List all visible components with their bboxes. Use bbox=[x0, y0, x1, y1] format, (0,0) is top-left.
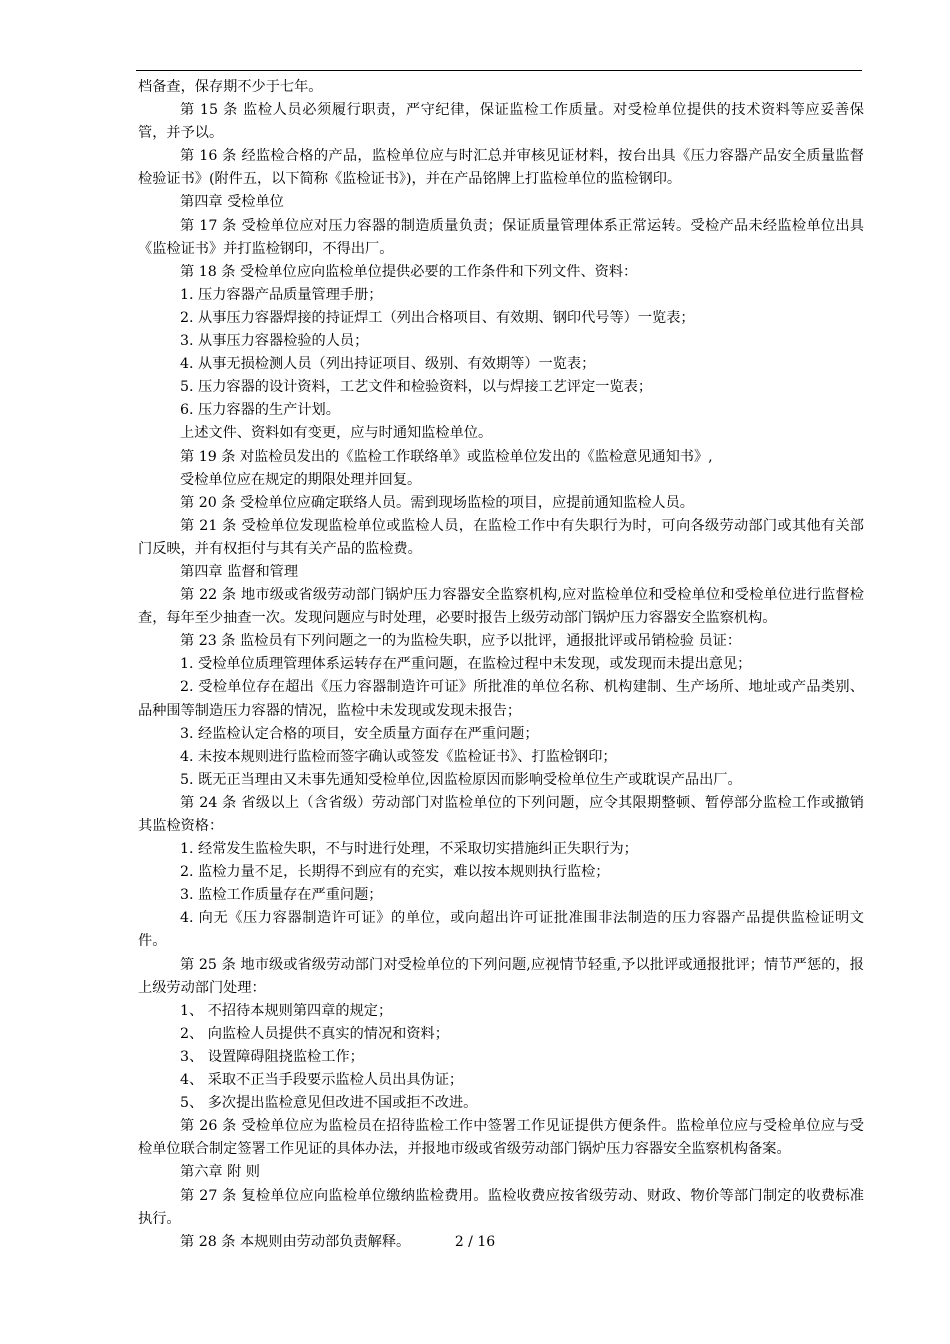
paragraph: 第 22 条 地市级或省级劳动部门锅炉压力容器安全监察机构,应对监检单位和受检单位和受检单位进行监督检查，每年至少抽查一次。发现问题应与时处理，必要时报告上级劳动部门锅炉压力容器安全监察机构。 bbox=[138, 587, 864, 627]
list-item: 5、 多次提出监检意见但改进不国或拒不改进。 bbox=[180, 1095, 478, 1112]
paragraph: 第 25 条 地市级或省级劳动部门对受检单位的下列问题,应视情节轻重,予以批评或通报批评；情节严惩的，报上级劳动部门处理： bbox=[138, 956, 864, 996]
list-item: 1、 不招待本规则第四章的规定； bbox=[180, 1002, 393, 1019]
header-rule bbox=[136, 70, 862, 71]
paragraph: 第 15 条 监检人员必须履行职责，严守纪律，保证监检工作质量。对受检单位提供的技术资料等应妥善保管，并予以。 bbox=[138, 102, 864, 142]
list-item: 3. 从事压力容器检验的人员； bbox=[180, 333, 369, 350]
paragraph: 第 23 条 监检员有下列问题之一的为监检失职，应予以批评，通报批评或吊销检验 员证： bbox=[180, 633, 742, 650]
paragraph: 第 24 条 省级以上（含省级）劳动部门对监检单位的下列问题，应令其限期整顿、暂停部分监检工作或撤销其监检资格： bbox=[138, 794, 864, 834]
list-item: 第 28 条 本规则由劳动部负责解释。 bbox=[180, 1233, 411, 1250]
paragraph: 第 26 条 受检单位应为监检员在招待监检工作中签署工作见证提供方便条件。监检单位应与受检单位应与受检单位联合制定签署工作见证的具体办法，并报地市级或省级劳动部门锅炉压力容器安全监察机构备案。 bbox=[138, 1118, 864, 1158]
list-item: 第六章 附 则 bbox=[180, 1164, 260, 1181]
page-number: 2 / 16 bbox=[454, 1234, 496, 1250]
list-item: 6. 压力容器的生产计划。 bbox=[180, 402, 340, 419]
document-body bbox=[138, 76, 864, 1254]
list-item: 2. 受检单位存在超出《压力容器制造许可证》所批准的单位名称、机构建制、生产场所、地址或产品类别、品种围等制造压力容器的情况，监检中未发现或发现未报告； bbox=[138, 679, 864, 719]
list-item: 3. 经监检认定合格的项目，安全质量方面存在严重问题； bbox=[180, 725, 539, 742]
list-item: 1. 受检单位质理管理体系运转存在严重问题，在监检过程中未发现，或发现而未提出意见； bbox=[180, 656, 752, 673]
list-item: 受检单位应在规定的期限处理并回复。 bbox=[180, 471, 422, 488]
list-item: 4. 未按本规则进行监检而签字确认或签发《监检证书》、打监检钢印； bbox=[180, 748, 617, 765]
list-item: 2、 向监检人员提供不真实的情况和资料； bbox=[180, 1025, 449, 1042]
list-item: 上述文件、资料如有变更，应与时通知监检单位。 bbox=[180, 425, 493, 442]
paragraph: 第 18 条 受检单位应向监检单位提供必要的工作条件和下列文件、资料： bbox=[180, 263, 638, 280]
list-item: 2. 从事压力容器焊接的持证焊工（列出合格项目、有效期、钢印代号等）一览表； bbox=[180, 309, 695, 326]
list-item: 4、 采取不正当手段要示监检人员出具伪证； bbox=[180, 1072, 464, 1089]
list-item: 4. 从事无损检测人员（列出持证项目、级别、有效期等）一览表； bbox=[180, 356, 596, 373]
paragraph: 第 21 条 受检单位发现监检单位或监检人员，在监检工作中有失职行为时，可向各级劳动部门或其他有关部门反映，并有权拒付与其有关产品的监检费。 bbox=[138, 517, 864, 557]
paragraph: 第 16 条 经监检合格的产品，监检单位应与时汇总并审核见证材料，按台出具《压力容器产品安全质量监督检验证书》(附件五，以下简称《监检证书》)，并在产品铭牌上打监检单位的监检钢印。 bbox=[138, 148, 864, 188]
list-item: 1. 经常发生监检失职，不与时进行处理，不采取切实措施纠正失职行为； bbox=[180, 841, 638, 858]
list-item: 5. 既无正当理由又未事先通知受检单位,因监检原因而影响受检单位生产或耽误产品出厂。 bbox=[180, 771, 742, 788]
list-item: 5. 压力容器的设计资料，工艺文件和检验资料，以与焊接工艺评定一览表； bbox=[180, 379, 653, 396]
list-item: 2. 监检力量不足，长期得不到应有的充实，难以按本规则执行监检； bbox=[180, 864, 610, 881]
paragraph: 第 17 条 受检单位应对压力容器的制造质量负责；保证质量管理体系正常运转。受检产品未经监检单位出具《监检证书》并打监检钢印，不得出厂。 bbox=[138, 217, 864, 257]
paragraph: 第四章 受检单位 bbox=[180, 194, 284, 211]
list-item: 3. 监检工作质量存在严重问题； bbox=[180, 887, 383, 904]
list-item: 1. 压力容器产品质量管理手册； bbox=[180, 286, 383, 303]
paragraph: 第 27 条 复检单位应向监检单位缴纳监检费用。监检收费应按省级劳动、财政、物价等部门制定的收费标准执行。 bbox=[138, 1187, 864, 1227]
paragraph: 第四章 监督和管理 bbox=[180, 563, 299, 580]
list-item: 4. 向无《压力容器制造许可证》的单位，或向超出许可证批准围非法制造的压力容器产品提供监检证明文件。 bbox=[138, 910, 864, 950]
list-item: 3、 设置障碍阻挠监检工作； bbox=[180, 1048, 364, 1065]
list-item: 第 19 条 对监检员发出的《监检工作联络单》或监检单位发出的《监检意见通知书》, bbox=[180, 448, 713, 465]
paragraph: 档备查，保存期不少于七年。 bbox=[138, 79, 323, 95]
list-item: 第 20 条 受检单位应确定联络人员。需到现场监检的项目，应提前通知监检人员。 bbox=[180, 494, 694, 511]
